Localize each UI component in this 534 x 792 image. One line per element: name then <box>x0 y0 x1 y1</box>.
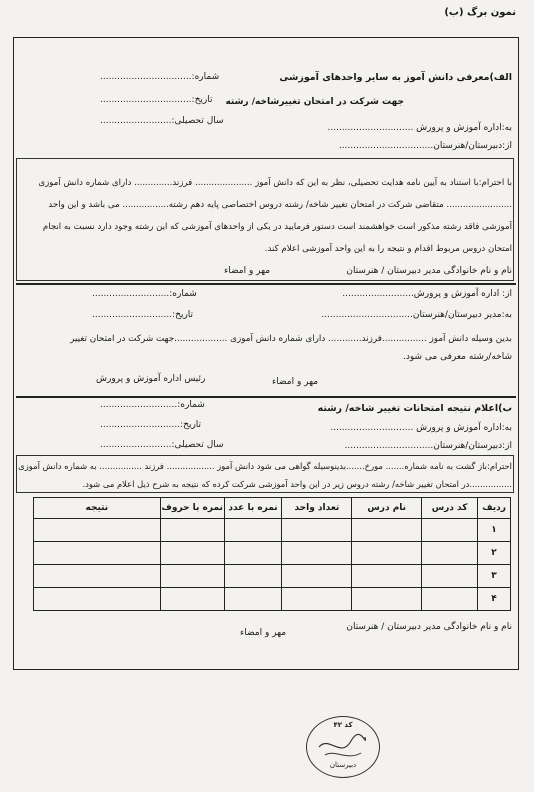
section-a-body-line: ........................ متقاضی شرکت در امتحان تغییر شاخه/ رشته دروس اختصاصی پایه دهم رشته................. می باشد و این واحد <box>48 200 512 210</box>
divider <box>16 283 516 285</box>
section-a-body-line: امتحان دروس مربوط اقدام و نتیجه را به این واحد آموزشی اعلام کند. <box>264 244 512 254</box>
table-row <box>34 565 511 588</box>
section-b-title: ب)اعلام نتیجه امتحانات تغییر شاخه/ رشته <box>317 403 512 414</box>
section-b-year: سال تحصیلی:......................... <box>100 440 224 450</box>
mid-body: بدین وسیله دانش آموز ................فرزند............ دارای شماره دانش آموزی ...................جهت شرکت در امتحان تغییر <box>70 334 512 344</box>
form-title: نمون برگ (ب) <box>444 7 516 18</box>
school-stamp <box>306 716 380 778</box>
section-b-to: به:اداره آموزش و پرورش ............................. <box>330 423 512 433</box>
section-a-subtitle: جهت شرکت در امتحان تغییرشاخه/ رشته <box>225 97 404 107</box>
row-number: ۴ <box>478 588 511 611</box>
section-b-body: ................در امتحان تغییر شاخه/ رشته دروس زیر در این واحد آموزشی شرکت کرده که نتیجه به شرح ذیل اعلام می شود. <box>82 479 512 489</box>
section-a-to: به:اداره آموزش و پرورش .............................. <box>327 123 512 133</box>
column-header: نتیجه <box>34 498 161 519</box>
section-a-body-box <box>16 158 514 281</box>
section-a-number: شماره:................................ <box>100 72 220 82</box>
stamp-code: کد ۴۲ <box>333 721 353 729</box>
column-header: کد درس <box>422 498 478 519</box>
column-header: تعداد واحد <box>282 498 352 519</box>
section-a-seal: مهر و امضاء <box>224 266 271 276</box>
column-header: ردیف <box>478 498 511 519</box>
section-a-date: تاریخ:................................ <box>100 95 213 105</box>
row-number: ۳ <box>478 565 511 588</box>
section-b-from: از:دبیرستان/هنرستان............................... <box>344 441 512 451</box>
column-header: نمره با حروف <box>160 498 224 519</box>
mid-to: به:مدیر دبیرستان/هنرستان................................ <box>321 310 512 320</box>
section-a-body-line: با احترام:با استناد به آیین نامه هدایت تحصیلی، نظر به این که دانش آموز ..................... فرزند.............. دارای شماره دانش آموزی <box>38 178 512 188</box>
stamp-text: دبیرستان <box>329 761 357 769</box>
table-header-row <box>34 498 511 519</box>
section-a-year: سال تحصیلی:......................... <box>100 116 224 126</box>
row-number: ۱ <box>478 519 511 542</box>
mid-date: تاریخ:............................ <box>92 310 194 320</box>
section-b-seal: مهر و امضاء <box>240 628 287 638</box>
mid-body: شاخه/رشته معرفی می شود. <box>402 352 512 362</box>
results-table <box>33 497 511 611</box>
table-row <box>34 519 511 542</box>
table-row <box>34 542 511 565</box>
section-a-principal-sign: نام و نام خانوادگی مدیر دبیرستان / هنرستان <box>346 266 512 276</box>
section-a-from: از:دبیرستان/هنرستان................................. <box>338 141 512 151</box>
section-b-body: احترام:باز گشت به نامه شماره....... مورخ.......بدینوسیله گواهی می شود دانش آموز .................. فرزند ................ به شماره دانش آموزی <box>18 461 512 471</box>
mid-seal: مهر و امضاء <box>272 377 319 387</box>
section-b-number: شماره:........................... <box>100 400 205 410</box>
section-a-body-line: آموزشی فاقد رشته مذکور است خواهشمند است دستور فرمایید در یکی از واحدهای آموزشی که این رشته وجود دارد نسبت به انجام <box>42 222 512 232</box>
mid-from: از: اداره آموزش و پرورش......................... <box>342 289 512 299</box>
table-row <box>34 588 511 611</box>
divider <box>16 396 516 398</box>
column-header: نمره با عدد <box>224 498 282 519</box>
column-header: نام درس <box>352 498 422 519</box>
section-b-principal-sign: نام و نام خانوادگی مدیر دبیرستان / هنرستان <box>346 622 512 632</box>
section-a-title: الف)معرفی دانش آموز به سایر واحدهای آموزشی <box>279 72 512 83</box>
mid-number: شماره:........................... <box>92 289 197 299</box>
mid-head-signature: رئیس اداره آموزش و پرورش <box>96 374 206 384</box>
row-number: ۲ <box>478 542 511 565</box>
section-b-date: تاریخ:............................ <box>100 420 202 430</box>
